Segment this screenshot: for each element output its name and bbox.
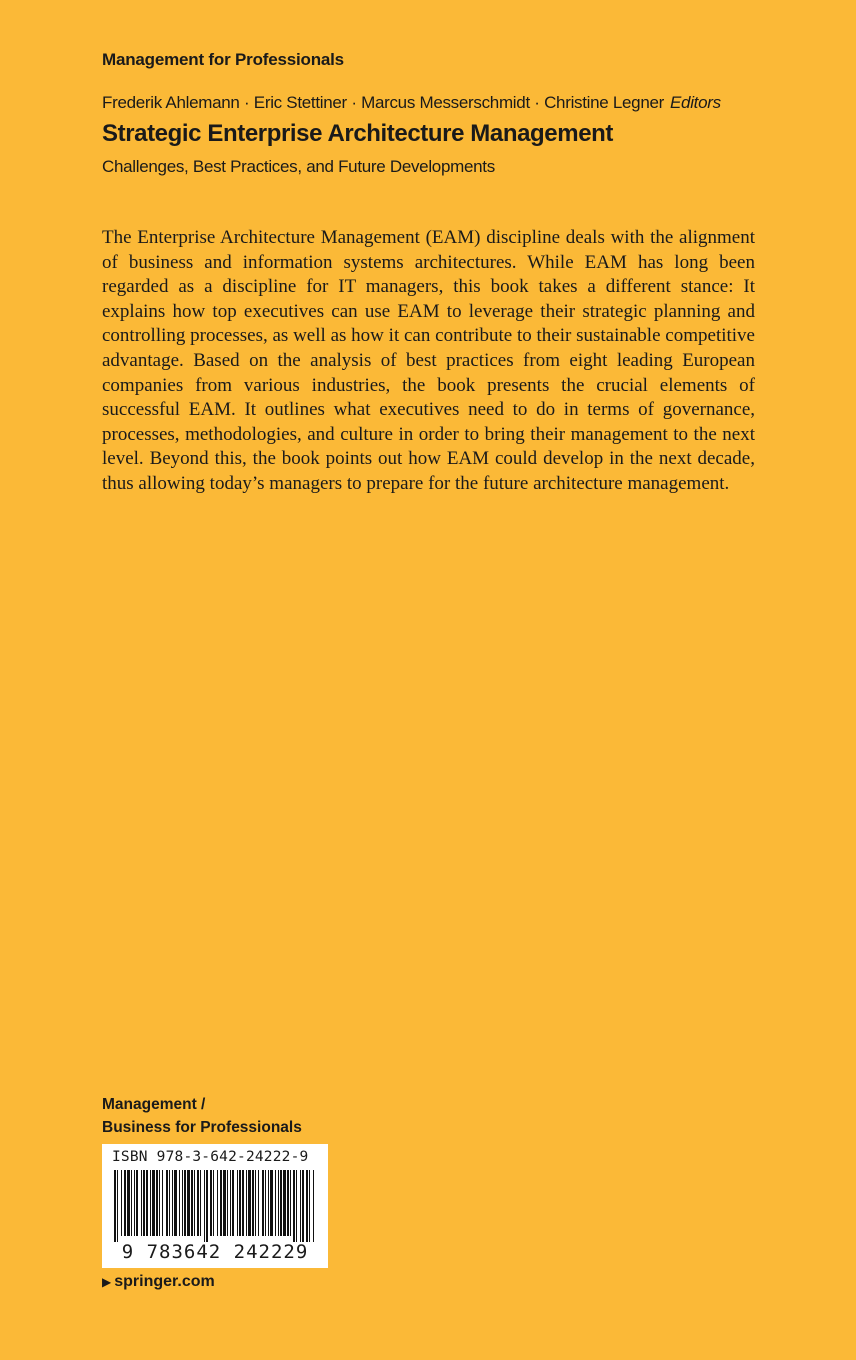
editors-line — [102, 93, 721, 113]
barcode-bar — [127, 1170, 130, 1236]
barcode-bar — [252, 1170, 254, 1236]
barcode-bar — [239, 1170, 241, 1236]
barcode-bar — [248, 1170, 251, 1236]
barcode-bar — [194, 1170, 195, 1236]
barcode-bar — [156, 1170, 158, 1236]
barcode-bar — [255, 1170, 256, 1236]
isbn-label: ISBN 978-3-642-24222-9 — [112, 1149, 309, 1165]
barcode-bar — [283, 1170, 286, 1236]
barcode-bar — [293, 1170, 295, 1242]
barcode-bars — [114, 1170, 316, 1242]
barcode-bar — [220, 1170, 222, 1236]
barcode-bar — [121, 1170, 122, 1236]
editors-role: Editors — [670, 93, 721, 112]
barcode-bar — [246, 1170, 247, 1236]
arrow-right-icon: ▶ — [102, 1275, 112, 1289]
barcode-bar — [206, 1170, 208, 1242]
barcode-bar — [258, 1170, 259, 1236]
barcode-bar — [182, 1170, 183, 1236]
barcode-bar — [232, 1170, 234, 1236]
barcode-bar — [262, 1170, 264, 1236]
barcode-bar — [162, 1170, 163, 1236]
barcode-panel — [102, 1144, 328, 1268]
website-text: springer.com — [114, 1273, 215, 1290]
barcode-bar — [134, 1170, 135, 1236]
book-title: Strategic Enterprise Architecture Management — [102, 120, 613, 147]
barcode-bar — [200, 1170, 201, 1236]
barcode-bar — [210, 1170, 212, 1236]
barcode-bar — [275, 1170, 276, 1236]
barcode-bar — [174, 1170, 177, 1236]
barcode-bar — [124, 1170, 126, 1236]
barcode-bar — [300, 1170, 301, 1242]
category-line-2: Business for Professionals — [102, 1119, 302, 1136]
barcode-bar — [242, 1170, 244, 1236]
barcode-bar — [287, 1170, 289, 1236]
barcode-bar — [265, 1170, 266, 1236]
barcode-bar — [290, 1170, 291, 1236]
subject-category — [102, 1093, 302, 1139]
series-name: Management for Professionals — [102, 50, 344, 69]
barcode-bar — [296, 1170, 297, 1242]
barcode-bar — [306, 1170, 308, 1242]
barcode-bar — [278, 1170, 279, 1236]
barcode-bar — [146, 1170, 148, 1236]
barcode-bar — [268, 1170, 269, 1236]
barcode-bar — [309, 1170, 310, 1242]
barcode-bar — [237, 1170, 238, 1236]
barcode-bar — [270, 1170, 273, 1236]
barcode-bar — [223, 1170, 226, 1236]
ean-digits: 9 783642 242229 — [121, 1241, 309, 1263]
barcode-bar — [159, 1170, 160, 1236]
barcode-bar — [191, 1170, 193, 1236]
book-subtitle: Challenges, Best Practices, and Future Developments — [102, 157, 495, 176]
barcode-bar — [143, 1170, 145, 1236]
barcode-bar — [179, 1170, 180, 1236]
editor-names: Frederik Ahlemann · Eric Stettiner · Marcus Messerschmidt · Christine Legner — [102, 93, 665, 112]
barcode-bar — [152, 1170, 155, 1236]
barcode-bar — [227, 1170, 228, 1236]
barcode-bar — [114, 1170, 116, 1242]
barcode-bar — [141, 1170, 142, 1236]
barcode-bar — [172, 1170, 173, 1236]
book-description: The Enterprise Architecture Management (EAM) discipline deals with the alignment of business and information systems architectures. While EAM has long been regarded as a discipline for IT managers, this book takes a different stance: It explains how top executives can use EAM to leverage their strategic planning and controlling processes, as well as how it can contribute to their sustainable competitive advantage. Based on the analysis of best practices from eight leading European companies from various industries, the book presents the crucial elements of successful EAM. It outlines what executives need to do in terms of governance, processes, methodologies, and culture in order to bring their management to the next level. Beyond this, the book points out how EAM could develop in the next decade, thus allowing today’s managers to prepare for the future architecture management. — [102, 227, 755, 494]
barcode-bar — [280, 1170, 282, 1236]
barcode-bar — [213, 1170, 214, 1236]
barcode-bar — [166, 1170, 168, 1236]
barcode-bar — [150, 1170, 151, 1236]
barcode-bar — [131, 1170, 132, 1236]
barcode-bar — [187, 1170, 190, 1236]
barcode-bar — [136, 1170, 138, 1236]
barcode-bar — [117, 1170, 118, 1242]
website-link[interactable] — [102, 1273, 215, 1291]
barcode-bar — [169, 1170, 170, 1236]
barcode-bar — [217, 1170, 218, 1236]
barcode-bar — [313, 1170, 314, 1242]
barcode-bar — [230, 1170, 231, 1236]
barcode-bar — [204, 1170, 205, 1242]
barcode-bar — [302, 1170, 304, 1242]
barcode-bar — [197, 1170, 199, 1236]
barcode-bar — [184, 1170, 186, 1236]
category-line-1: Management / — [102, 1096, 206, 1113]
